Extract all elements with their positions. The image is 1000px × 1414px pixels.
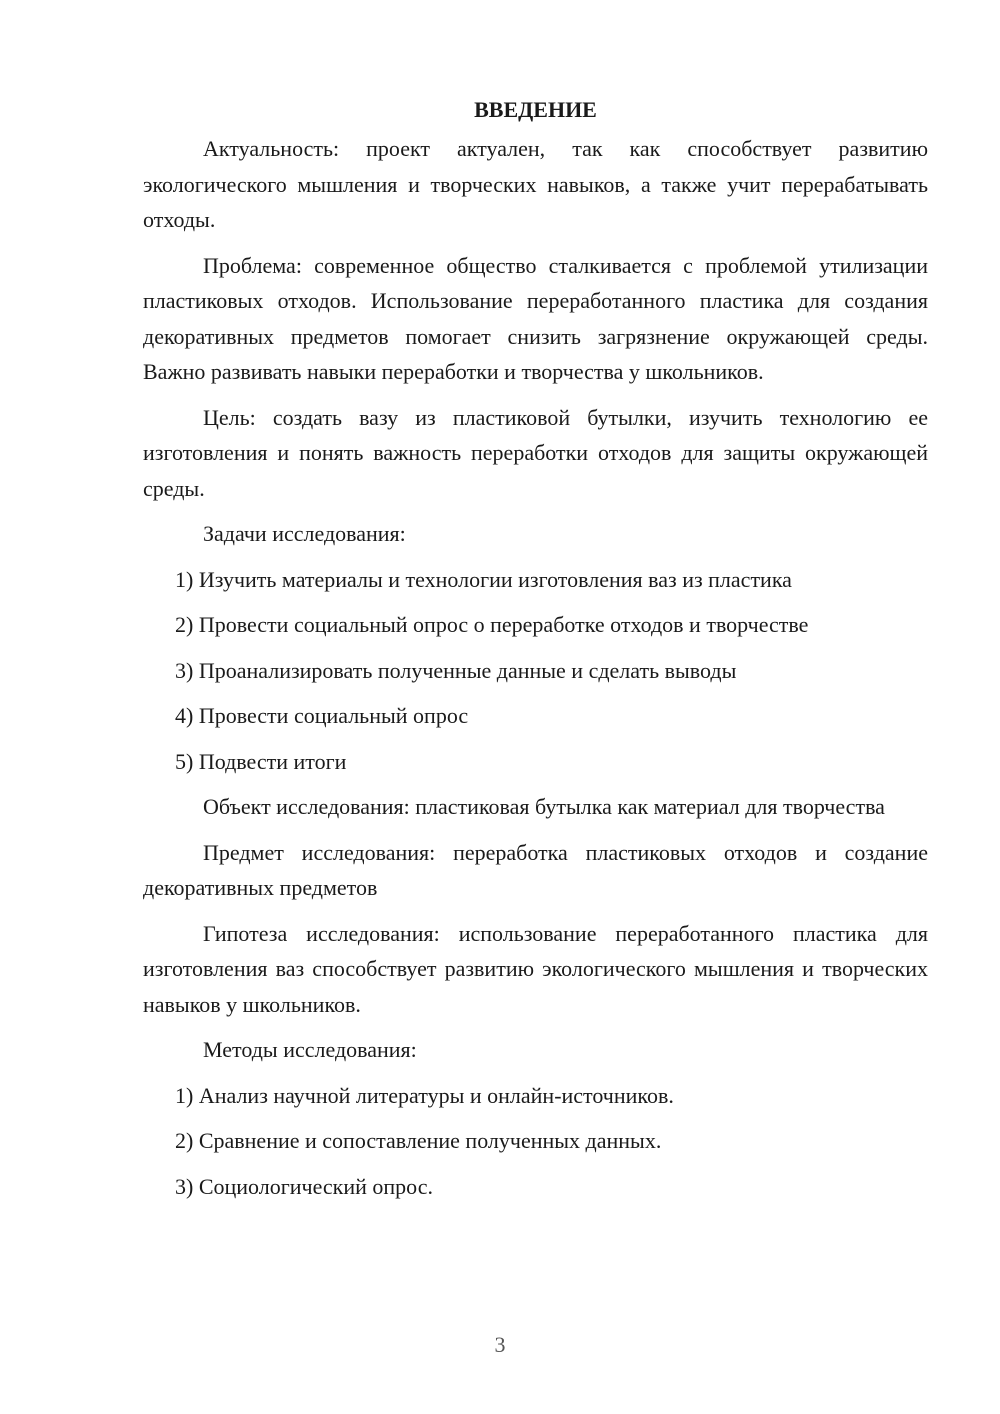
- list-item: 1) Изучить материалы и технологии изготовления ваз из пластика: [175, 566, 792, 592]
- list-item: 3) Социологический опрос.: [175, 1173, 433, 1199]
- problem-paragraph: Проблема: современное общество сталкивается с проблемой утилизации пластиковых отходов. Использование переработанного пластика для создания декоративных предметов помогает снизить загрязнение окружающей среды. Важно развивать навыки переработки и творчества у школьников.: [143, 252, 928, 384]
- relevance-paragraph: Актуальность: проект актуален, так как способствует развитию экологического мышления и творческих навыков, а также учит перерабатывать отходы.: [143, 136, 928, 232]
- subject-paragraph: Предмет исследования: переработка пластиковых отходов и создание декоративных предметов: [143, 839, 928, 900]
- tasks-heading: Задачи исследования:: [203, 521, 406, 546]
- list-item: 2) Провести социальный опрос о переработке отходов и творчестве: [175, 612, 809, 637]
- section-title: ВВЕДЕНИЕ: [474, 97, 597, 122]
- list-item: 5) Подвести итоги: [175, 748, 347, 774]
- methods-list: [143, 1078, 928, 1205]
- methods-heading: Методы исследования:: [203, 1037, 417, 1062]
- list-item: 2) Сравнение и сопоставление полученных данных.: [175, 1128, 662, 1153]
- goal-paragraph: Цель: создать вазу из пластиковой бутылки, изучить технологию ее изготовления и понять важность переработки отходов для защиты окружающей среды.: [143, 404, 928, 501]
- page-number: 3: [494, 1332, 506, 1357]
- list-item: 4) Провести социальный опрос: [175, 703, 469, 728]
- list-item: 3) Проанализировать полученные данные и сделать выводы: [175, 657, 737, 683]
- hypothesis-paragraph: Гипотеза исследования: использование переработанного пластика для изготовления ваз способствует развитию экологического мышления и творческих навыков у школьников.: [143, 920, 928, 1017]
- document-page: [143, 92, 928, 1214]
- tasks-list: [143, 562, 928, 780]
- list-item: 1) Анализ научной литературы и онлайн-источников.: [175, 1082, 674, 1108]
- object-paragraph: Объект исследования: пластиковая бутылка как материал для творчества: [203, 794, 885, 819]
